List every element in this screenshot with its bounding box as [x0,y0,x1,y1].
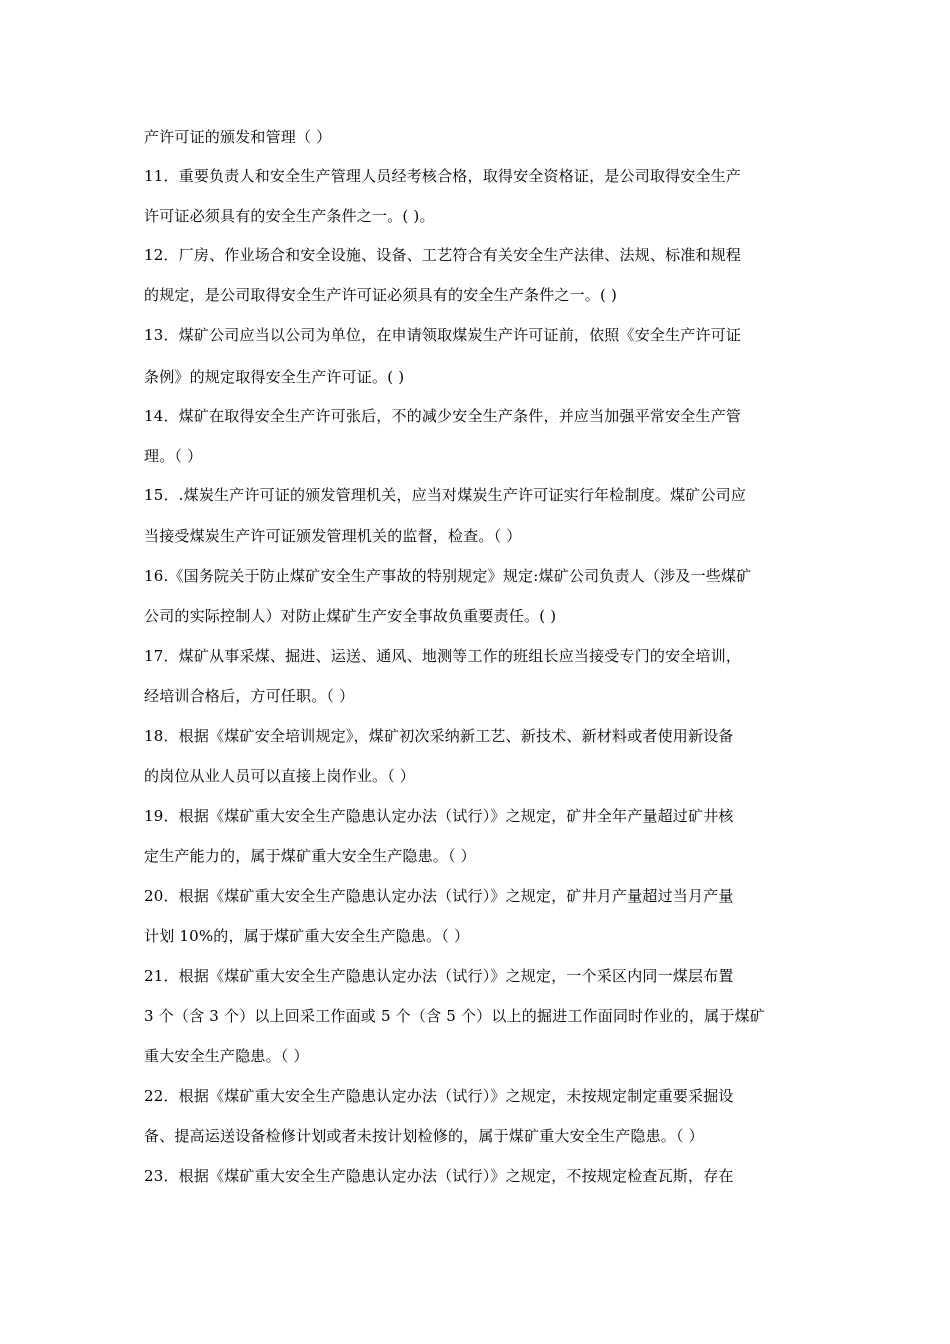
text-line: 当接受煤炭生产许可证颁发管理机关的监督，检查。（ ） [144,527,522,545]
text-line: 经培训合格后，方可任职。（ ） [144,687,355,705]
text-line: 15．.煤炭生产许可证的颁发管理机关，应当对煤炭生产许可证实行年检制度。煤矿公司应 [144,486,747,504]
text-line: 16.《国务院关于防止煤矿安全生产事故的特别规定》规定:煤矿公司负责人（涉及一些煤矿 [144,567,752,585]
text-line: 19．根据《煤矿重大安全生产隐患认定办法（试行）》之规定，矿井全年产量超过矿井核 [144,807,734,825]
text-line: 理。（ ） [144,447,203,465]
text-line: 12．厂房、作业场合和安全设施、设备、工艺符合有关安全生产法律、法规、标准和规程 [144,246,742,264]
text-line: 定生产能力的，属于煤矿重大安全生产隐患。（ ） [144,847,476,865]
text-line: 备、提高运送设备检修计划或者未按计划检修的，属于煤矿重大安全生产隐患。（ ） [144,1127,704,1145]
text-line: 13．煤矿公司应当以公司为单位，在申请领取煤炭生产许可证前，依照《安全生产许可证 [144,326,742,344]
text-line: 18．根据《煤矿安全培训规定》，煤矿初次采纳新工艺、新技术、新材料或者使用新设备 [144,727,734,745]
text-line: 条例》的规定取得安全生产许可证。( ) [144,368,405,386]
text-line: 17．煤矿从事采煤、掘进、运送、通风、地测等工作的班组长应当接受专门的安全培训， [144,647,742,665]
text-line: 22．根据《煤矿重大安全生产隐患认定办法（试行）》之规定，未按规定制定重要采掘设 [144,1087,734,1105]
text-line: 21．根据《煤矿重大安全生产隐患认定办法（试行）》之规定，一个采区内同一煤层布置 [144,967,734,985]
text-line: 的岗位从业人员可以直接上岗作业。（ ） [144,767,416,785]
text-line: 23．根据《煤矿重大安全生产隐患认定办法（试行）》之规定，不按规定检查瓦斯，存在 [144,1167,734,1185]
text-line: 公司的实际控制人）对防止煤矿生产安全事故负重要责任。( ) [144,607,557,625]
text-line: 14．煤矿在取得安全生产许可张后，不的减少安全生产条件，并应当加强平常安全生产管 [144,407,742,425]
text-line: 许可证必须具有的安全生产条件之一。( )。 [144,207,435,225]
text-line: 20．根据《煤矿重大安全生产隐患认定办法（试行）》之规定，矿井月产量超过当月产量 [144,887,734,905]
text-line: 重大安全生产隐患。（ ） [144,1047,309,1065]
text-line: 产许可证的颁发和管理（ ） [144,128,332,146]
text-line: 11．重要负责人和安全生产管理人员经考核合格，取得安全资格证，是公司取得安全生产 [144,167,742,185]
text-line: 计划 10%的，属于煤矿重大安全生产隐患。（ ） [144,927,470,945]
text-line: 3 个（含 3 个）以上回采工作面或 5 个（含 5 个）以上的掘进工作面同时作业的，属于煤矿 [144,1007,765,1025]
text-line: 的规定，是公司取得安全生产许可证必须具有的安全生产条件之一。( ) [144,286,618,304]
